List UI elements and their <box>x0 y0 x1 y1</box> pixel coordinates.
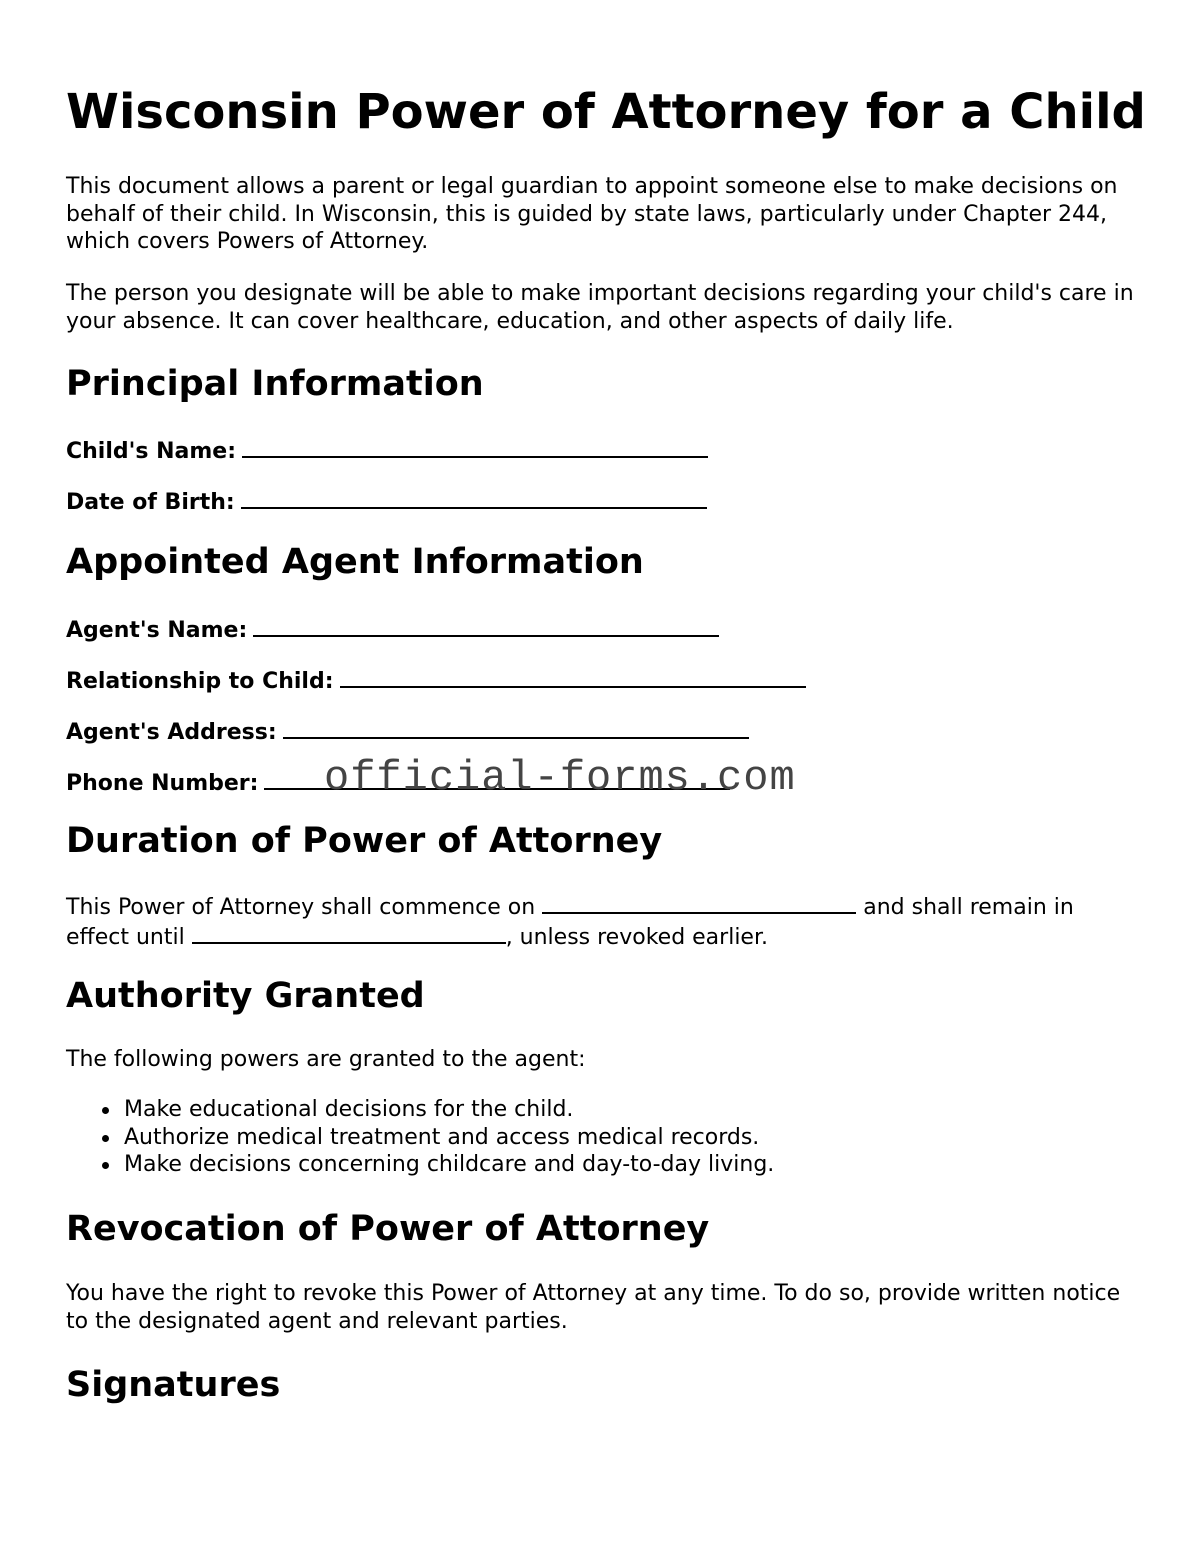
authority-heading: Authority Granted <box>66 976 425 1016</box>
agent-heading: Appointed Agent Information <box>66 542 644 582</box>
bullet-icon <box>102 1162 109 1169</box>
duration-text-middle: and shall remain in effect until <box>66 895 1074 950</box>
child-name-label: Child's Name: <box>66 439 237 464</box>
watermark: official-forms.com <box>324 754 796 802</box>
relationship-field <box>66 664 806 695</box>
bullet-icon <box>102 1135 109 1142</box>
agent-address-label: Agent's Address: <box>66 720 277 745</box>
date-of-birth-blank[interactable] <box>241 485 707 509</box>
child-name-field <box>66 434 708 465</box>
date-of-birth-field <box>66 485 707 516</box>
principal-heading: Principal Information <box>66 364 484 404</box>
powers-list <box>66 1096 774 1179</box>
authority-intro: The following powers are granted to the agent: <box>66 1047 586 1072</box>
agent-address-field <box>66 715 749 746</box>
phone-number-label: Phone Number: <box>66 771 259 796</box>
revocation-paragraph: You have the right to revoke this Power of Attorney at any time. To do so, provide written notice to the designated agent and relevant parties. <box>66 1281 1121 1334</box>
commence-date-blank[interactable] <box>542 892 856 914</box>
end-date-blank[interactable] <box>192 922 506 944</box>
signatures-heading: Signatures <box>66 1365 281 1405</box>
agent-name-blank[interactable] <box>253 613 719 637</box>
bullet-icon <box>102 1107 109 1114</box>
duration-paragraph <box>66 892 1136 951</box>
intro-paragraph-1: This document allows a parent or legal guardian to appoint someone else to make decisions on behalf of their child. In Wisconsin, this is guided by state laws, particularly under Chapter 244, which covers Powers of Attorney. <box>66 174 1118 254</box>
agent-address-blank[interactable] <box>283 715 749 739</box>
agent-name-label: Agent's Name: <box>66 618 248 643</box>
duration-text-start: This Power of Attorney shall commence on <box>66 895 536 920</box>
page-title: Wisconsin Power of Attorney for a Child <box>66 84 1146 140</box>
duration-text-end: , unless revoked earlier. <box>505 924 768 950</box>
list-item: Authorize medical treatment and access medical records. <box>66 1124 774 1152</box>
list-item: Make decisions concerning childcare and day-to-day living. <box>66 1151 774 1179</box>
relationship-blank[interactable] <box>340 664 806 688</box>
intro-paragraph-2: The person you designate will be able to make important decisions regarding your child's care in your absence. It can cover healthcare, education, and other aspects of daily life. <box>66 281 1134 334</box>
list-item: Make educational decisions for the child. <box>66 1096 774 1124</box>
agent-name-field <box>66 613 719 644</box>
revocation-heading: Revocation of Power of Attorney <box>66 1209 710 1249</box>
relationship-label: Relationship to Child: <box>66 669 334 694</box>
date-of-birth-label: Date of Birth: <box>66 490 235 515</box>
duration-heading: Duration of Power of Attorney <box>66 821 663 861</box>
child-name-blank[interactable] <box>242 434 708 458</box>
